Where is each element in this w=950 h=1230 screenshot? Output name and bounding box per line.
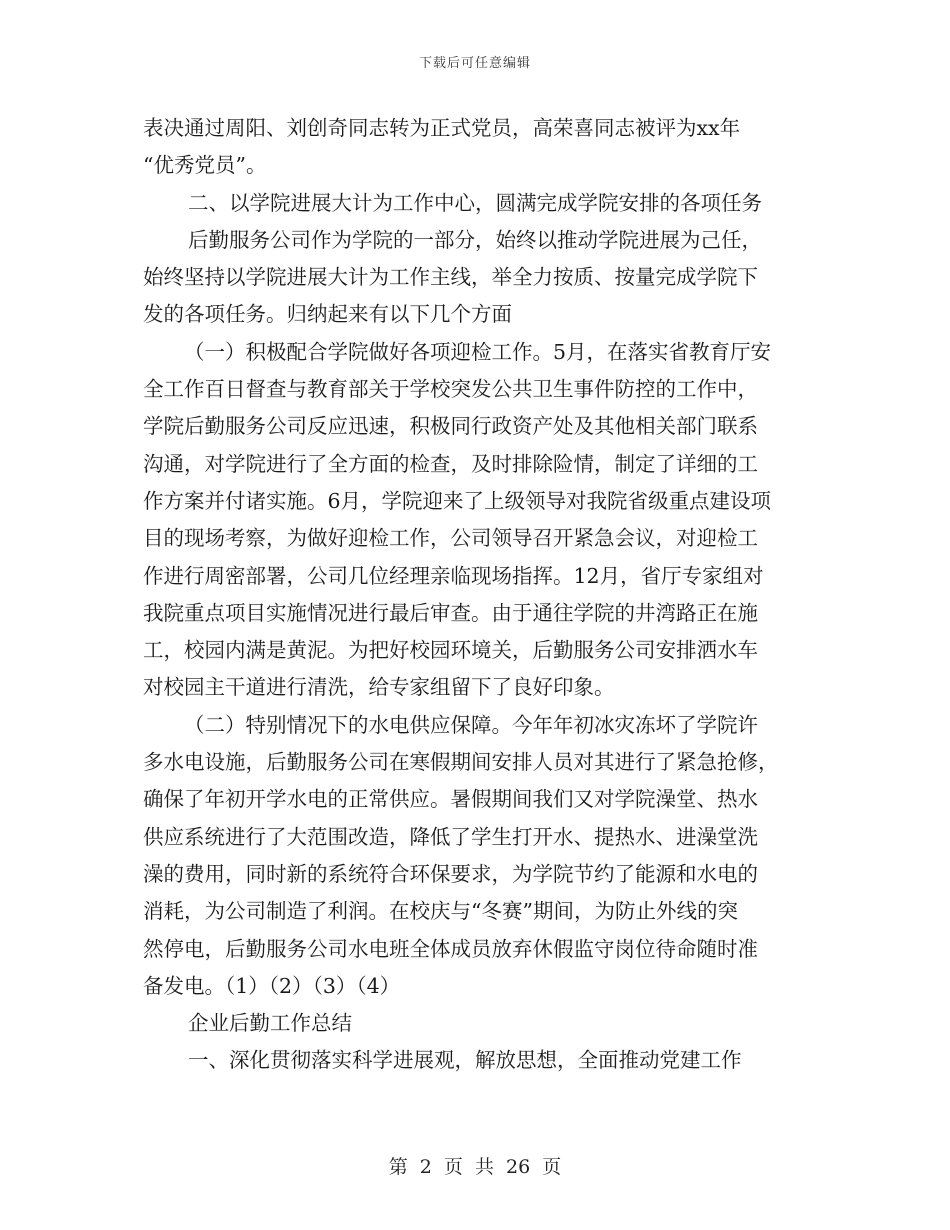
text-line: 发的各项任务。归纳起来有以下几个方面 [143, 302, 512, 327]
text-line: 多水电设施，后勤服务公司在寒假期间安排人员对其进行了紧急抢修， [143, 750, 779, 775]
text-line: 沟通，对学院进行了全方面的检查，及时排除险情，制定了详细的工 [143, 451, 758, 476]
text-line: 始终坚持以学院进展大计为工作主线，举全力按质、按量完成学院下 [143, 265, 758, 290]
text-line: 目的现场考察，为做好迎检工作，公司领导召开紧急会议，对迎检工 [143, 526, 758, 551]
text-line: 澡的费用，同时新的系统符合环保要求，为学院节约了能源和水电的 [143, 861, 758, 886]
text-line: 作方案并付诸实施。6月，学院迎来了上级领导对我院省级重点建设项 [143, 488, 772, 513]
text-line: 我院重点项目实施情况进行最后审查。由于通往学院的井湾路正在施 [143, 600, 758, 625]
section-heading: 一、深化贯彻落实科学进展观，解放思想，全面推动党建工作 [188, 1048, 742, 1073]
text-line: “优秀党员”。 [143, 153, 267, 178]
text-line: 备发电。（1）（2）（3）（4） [143, 973, 401, 998]
text-line: （一）积极配合学院做好各项迎检工作。5月，在落实省教育厅安 [184, 339, 772, 364]
text-line: 供应系统进行了大范围改造，降低了学生打开水、提热水、进澡堂洗 [143, 824, 758, 849]
text-line: 然停电，后勤服务公司水电班全体成员放弃休假监守岗位待命随时准 [143, 936, 758, 961]
section-heading: 企业后勤工作总结 [188, 1011, 352, 1036]
page-footer: 第 2 页 共 26 页 [388, 1156, 562, 1178]
text-line: 工，校园内满是黄泥。为把好校园环境关，后勤服务公司安排洒水车 [143, 638, 758, 663]
text-line: 全工作百日督查与教育部关于学校突发公共卫生事件防控的工作中， [143, 377, 758, 402]
page-header: 下载后可任意编辑 [418, 56, 531, 71]
text-line: 后勤服务公司作为学院的一部分，始终以推动学院进展为己任， [188, 227, 762, 252]
text-line: 作进行周密部署，公司几位经理亲临现场指挥。12月，省厅专家组对 [143, 563, 764, 588]
text-line: 对校园主干道进行清洗，给专家组留下了良好印象。 [143, 675, 615, 700]
document-body [143, 110, 823, 1080]
text-line: 表决通过周阳、刘创奇同志转为正式党员，高荣喜同志被评为xx年 [143, 116, 741, 140]
text-line: 确保了年初开学水电的正常供应。暑假期间我们又对学院澡堂、热水 [143, 787, 758, 812]
text-line: 消耗，为公司制造了利润。在校庆与“冬赛”期间，为防止外线的突 [143, 899, 738, 924]
text-line: （二）特别情况下的水电供应保障。今年年初冰灾冻坏了学院许 [184, 712, 758, 737]
text-line: 学院后勤服务公司反应迅速，积极同行政资产处及其他相关部门联系 [143, 414, 758, 439]
section-heading: 二、以学院进展大计为工作中心，圆满完成学院安排的各项任务 [188, 190, 762, 215]
